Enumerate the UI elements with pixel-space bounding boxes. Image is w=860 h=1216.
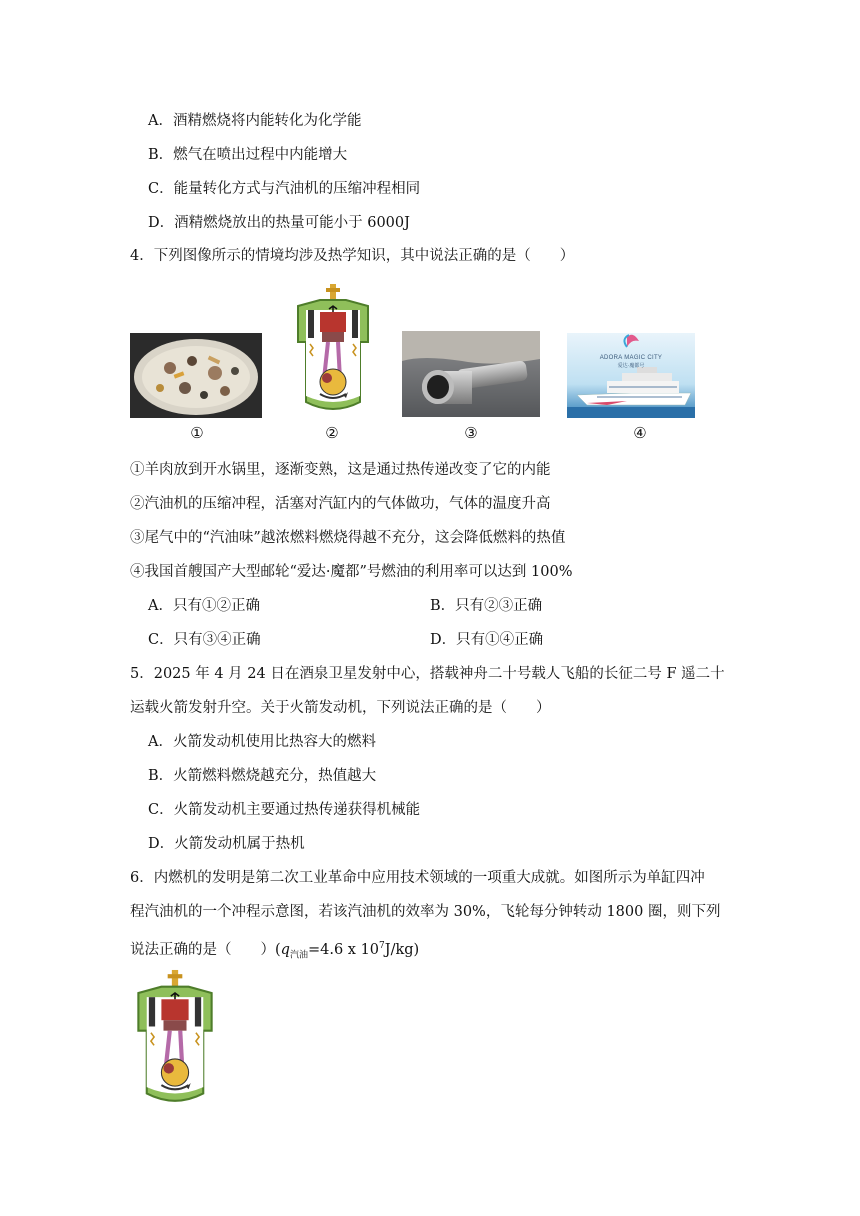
- image-label-2: ②: [325, 424, 339, 442]
- q-unit: J/kg): [384, 941, 420, 958]
- q4-statement-2: ②汽油机的压缩冲程，活塞对汽缸内的气体做功，气体的温度升高: [130, 496, 551, 512]
- q5-option-b: B．火箭燃料燃烧越充分，热值越大: [148, 768, 377, 784]
- q5-option-c: C．火箭发动机主要通过热传递获得机械能: [148, 802, 421, 818]
- q4-option-d: D．只有①④正确: [430, 632, 544, 648]
- q3-option-d: D．酒精燃烧放出的热量可能小于 6000J: [148, 215, 410, 231]
- cruise-ship-image: [567, 333, 695, 418]
- q-subscript: 汽油: [289, 950, 308, 961]
- mutton-pot-image: [130, 333, 262, 418]
- q4-option-c: C．只有③④正确: [148, 632, 261, 648]
- q6-engine-diagram: [130, 968, 220, 1108]
- q4-option-a: A．只有①②正确: [148, 598, 260, 614]
- q3-option-a: A．酒精燃烧将内能转化为化学能: [148, 113, 362, 129]
- q5-stem-line2: 运载火箭发射升空。关于火箭发动机，下列说法正确的是（ ）: [130, 700, 551, 716]
- q4-stem: 4．下列图像所示的情境均涉及热学知识，其中说法正确的是（ ）: [130, 248, 575, 264]
- q5-stem-line1: 5．2025 年 4 月 24 日在酒泉卫星发射中心，搭载神舟二十号载人飞船的长征二号 F 遥二十: [130, 666, 725, 682]
- ship-banner-text: ADORA MAGIC CITY: [599, 355, 663, 361]
- q4-statement-3: ③尾气中的“汽油味”越浓燃料燃烧得越不充分，这会降低燃料的热值: [130, 530, 566, 546]
- q6-stem-line3: [130, 936, 419, 966]
- engine-compression-stroke-diagram: [290, 284, 376, 414]
- q4-option-b: B．只有②③正确: [430, 598, 543, 614]
- q4-statement-4: ④我国首艘国产大型邮轮“爱达·魔都”号燃油的利用率可以达到 100%: [130, 564, 573, 580]
- q3-option-b: B．燃气在喷出过程中内能增大: [148, 147, 348, 163]
- q3-option-c: C．能量转化方式与汽油机的压缩冲程相同: [148, 181, 421, 197]
- q4-statement-1: ①羊肉放到开水锅里，逐渐变熟，这是通过热传递改变了它的内能: [130, 462, 551, 478]
- q6-stem-line2: 程汽油机的一个冲程示意图，若该汽油机的效率为 30%，飞轮每分钟转动 1800 圈，则下列: [130, 904, 721, 920]
- image-label-1: ①: [190, 424, 204, 442]
- q-exponent: 7: [379, 941, 385, 951]
- exhaust-pipe-image: [402, 331, 540, 417]
- q6-stem-line3-text: 说法正确的是（ ）(: [130, 941, 281, 958]
- q6-stem-line1: 6．内燃机的发明是第二次工业革命中应用技术领域的一项重大成就。如图所示为单缸四冲: [130, 870, 705, 886]
- q5-option-a: A．火箭发动机使用比热容大的燃料: [148, 734, 376, 750]
- image-label-3: ③: [464, 424, 478, 442]
- image-label-4: ④: [633, 424, 647, 442]
- q-value: =4.6 x 10: [307, 941, 380, 958]
- q-symbol: q: [280, 941, 290, 958]
- ship-banner-cn-text: 爱达·魔都号: [617, 363, 645, 369]
- q5-option-d: D．火箭发动机属于热机: [148, 836, 305, 852]
